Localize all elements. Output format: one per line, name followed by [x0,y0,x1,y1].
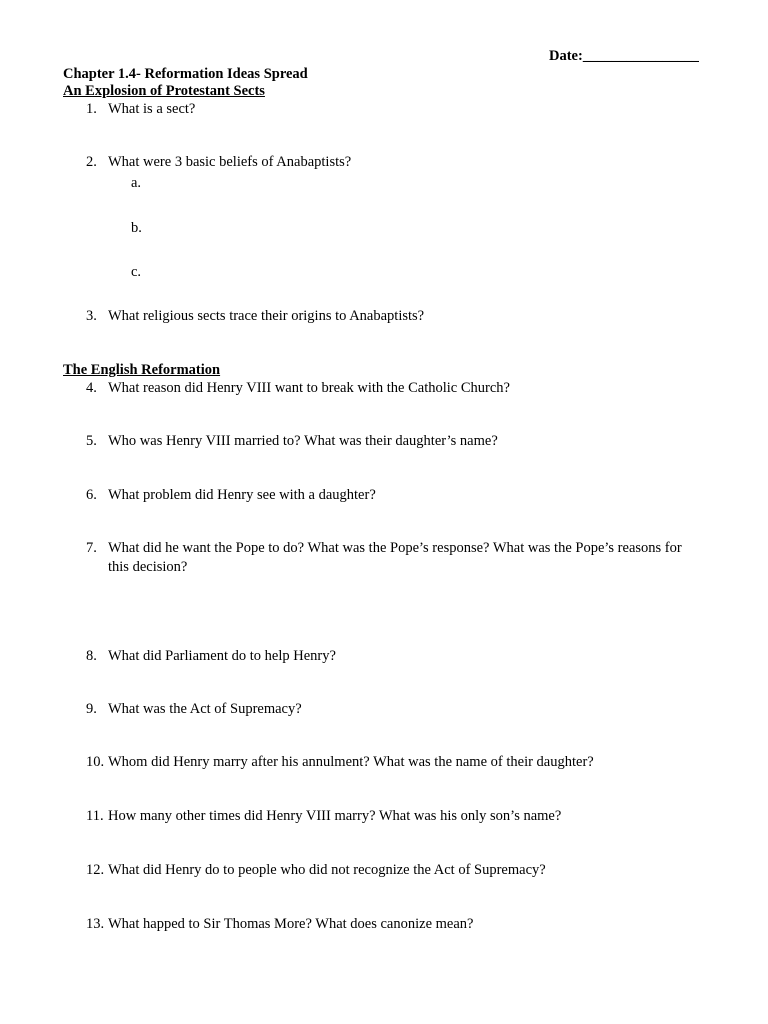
question-number: 5. [86,433,97,449]
question-text: What happed to Sir Thomas More? What does canonize mean? [108,916,474,932]
section-heading-protestant-sects: An Explosion of Protestant Sects [63,83,265,99]
question-text: What did Parliament do to help Henry? [108,648,336,664]
question-number: 4. [86,380,97,396]
question-text: What religious sects trace their origins to Anabaptists? [108,308,425,324]
question-number: 1. [86,101,97,117]
question-number: 2. [86,154,97,170]
section-heading-english-reformation: The English Reformation [63,362,221,378]
answer-line-b: b. [131,220,142,236]
question-number: 13. [86,916,105,932]
question-text: What did he want the Pope to do? What was the Pope’s response? What was the Pope’s reasons for this decision? [108,540,682,575]
question-number: 7. [86,540,97,556]
chapter-title: Chapter 1.4- Reformation Ideas Spread [63,66,308,82]
answer-line-c: c. [131,264,142,280]
question-text: What was the Act of Supremacy? [108,701,302,717]
question-number: 3. [86,308,97,324]
question-text: What reason did Henry VIII want to break with the Catholic Church? [108,380,510,396]
question-number: 6. [86,487,97,503]
question-text: What is a sect? [108,101,196,117]
date-blank[interactable]: ________________ [582,48,699,64]
question-number: 12. [86,862,105,878]
date-label: Date: [549,48,583,64]
question-text: What did Henry do to people who did not recognize the Act of Supremacy? [108,862,546,878]
question-text: What problem did Henry see with a daughter? [108,487,376,503]
question-text: What were 3 basic beliefs of Anabaptists? [108,154,352,170]
question-number: 11. [86,808,104,824]
question-text: How many other times did Henry VIII marry? What was his only son’s name? [108,808,562,824]
question-text: Who was Henry VIII married to? What was their daughter’s name? [108,433,498,449]
answer-line-a: a. [131,175,142,191]
question-number: 8. [86,648,97,664]
question-number: 9. [86,701,97,717]
date-field[interactable] [549,47,699,65]
question-text: Whom did Henry marry after his annulment? What was the name of their daughter? [108,754,594,770]
question-number: 10. [86,754,105,770]
